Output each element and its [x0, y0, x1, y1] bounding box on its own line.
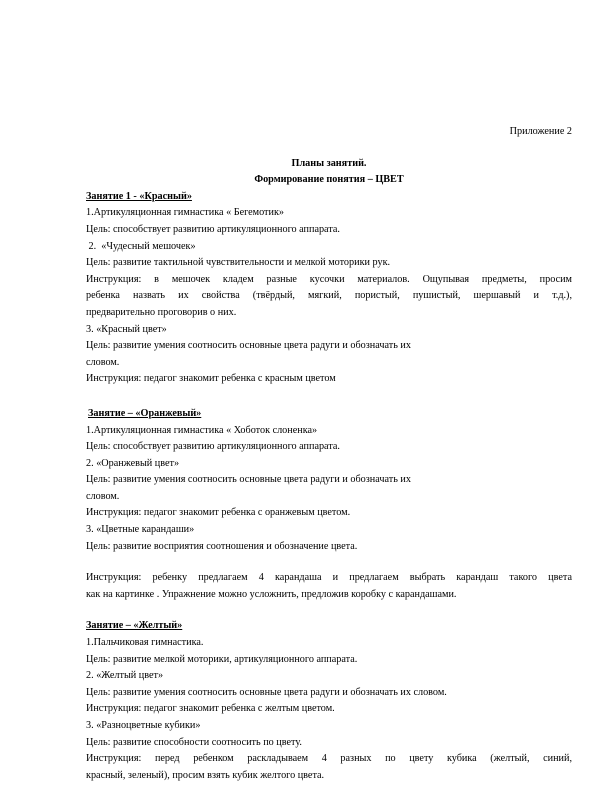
lesson1-heading: Занятие 1 - «Красный» — [86, 190, 192, 202]
lesson1-line: словом. — [86, 356, 120, 368]
lesson1-line: Инструкция: педагог знакомит ребенка с красным цветом — [86, 373, 336, 385]
lesson1-line: ребенка назвать их свойства (твёрдый, мягкий, пористый, пушистый, шершавый и т.д.), — [86, 290, 572, 302]
lesson1-line: 3. «Красный цвет» — [86, 323, 167, 335]
lesson2-line: Цель: развитие умения соотносить основные цвета радуги и обозначать их — [86, 474, 411, 486]
lesson3-line: 1.Пальчиковая гимнастика. — [86, 637, 204, 649]
lesson1-line: Инструкция: в мешочек кладем разные кусочки материалов. Ощупывая предметы, просим — [86, 273, 572, 285]
lesson2-line: Цель: развитие восприятия соотношения и обозначение цвета. — [86, 540, 358, 552]
lesson3-line: Цель: развитие умения соотносить основные цвета радуги и обозначать их словом. — [86, 686, 447, 698]
lesson3-line: Цель: развитие мелкой моторики, артикуляционного аппарата. — [86, 653, 358, 665]
lesson2-heading: Занятие – «Оранжевый» — [88, 407, 202, 419]
document-title: Планы занятий. — [291, 157, 367, 169]
lesson3-line: Инструкция: перед ребенком раскладываем 4 разных по цвету кубика (желтый, синий, — [86, 753, 572, 765]
lesson2-line: 1.Артикуляционная гимнастика « Хоботок слоненка» — [86, 424, 318, 436]
lesson3-line: Инструкция: педагог знакомит ребенка с желтым цветом. — [86, 703, 335, 715]
lesson2-line: Инструкция: педагог знакомит ребенка с оранжевым цветом. — [86, 507, 351, 519]
lesson3-line: 3. «Разноцветные кубики» — [86, 720, 201, 731]
appendix-label: Приложение 2 — [509, 126, 572, 137]
lesson1-line: предварительно проговорив о них. — [86, 306, 237, 318]
lesson3-heading: Занятие – «Желтый» — [86, 620, 183, 632]
lesson2-instruction-line: как на картинке . Упражнение можно усложнить, предложив коробку с карандашами. — [86, 588, 457, 600]
lesson2-instruction-line: Инструкция: ребенку предлагаем 4 карандаша и предлагаем выбрать карандаш такого цвета — [86, 572, 572, 584]
lesson3-line: Цель: развитие способности соотносить по цвету. — [86, 736, 302, 748]
lesson2-line: Цель: способствует развитию артикуляционного аппарата. — [86, 441, 340, 453]
lesson3-line: красный, зеленый), просим взять кубик желтого цвета. — [86, 769, 325, 781]
lesson1-line: 1.Артикуляционная гимнастика « Бегемотик» — [86, 207, 285, 219]
lesson1-line: Цель: способствует развитию артикуляционного аппарата. — [86, 223, 340, 235]
lesson1-line: Цель: развитие умения соотносить основные цвета радуги и обозначать их — [86, 340, 411, 352]
document-subtitle: Формирование понятия – ЦВЕТ — [254, 174, 404, 186]
lesson2-line: 2. «Оранжевый цвет» — [86, 457, 180, 469]
document-page — [86, 124, 572, 784]
lesson2-line: 3. «Цветные карандаши» — [86, 524, 195, 536]
lesson1-line: Цель: развитие тактильной чувствительности и мелкой моторики рук. — [86, 257, 391, 269]
lesson2-line: словом. — [86, 490, 120, 502]
lesson3-line: 2. «Желтый цвет» — [86, 670, 164, 682]
lesson1-line: 2. «Чудесный мешочек» — [86, 240, 196, 252]
